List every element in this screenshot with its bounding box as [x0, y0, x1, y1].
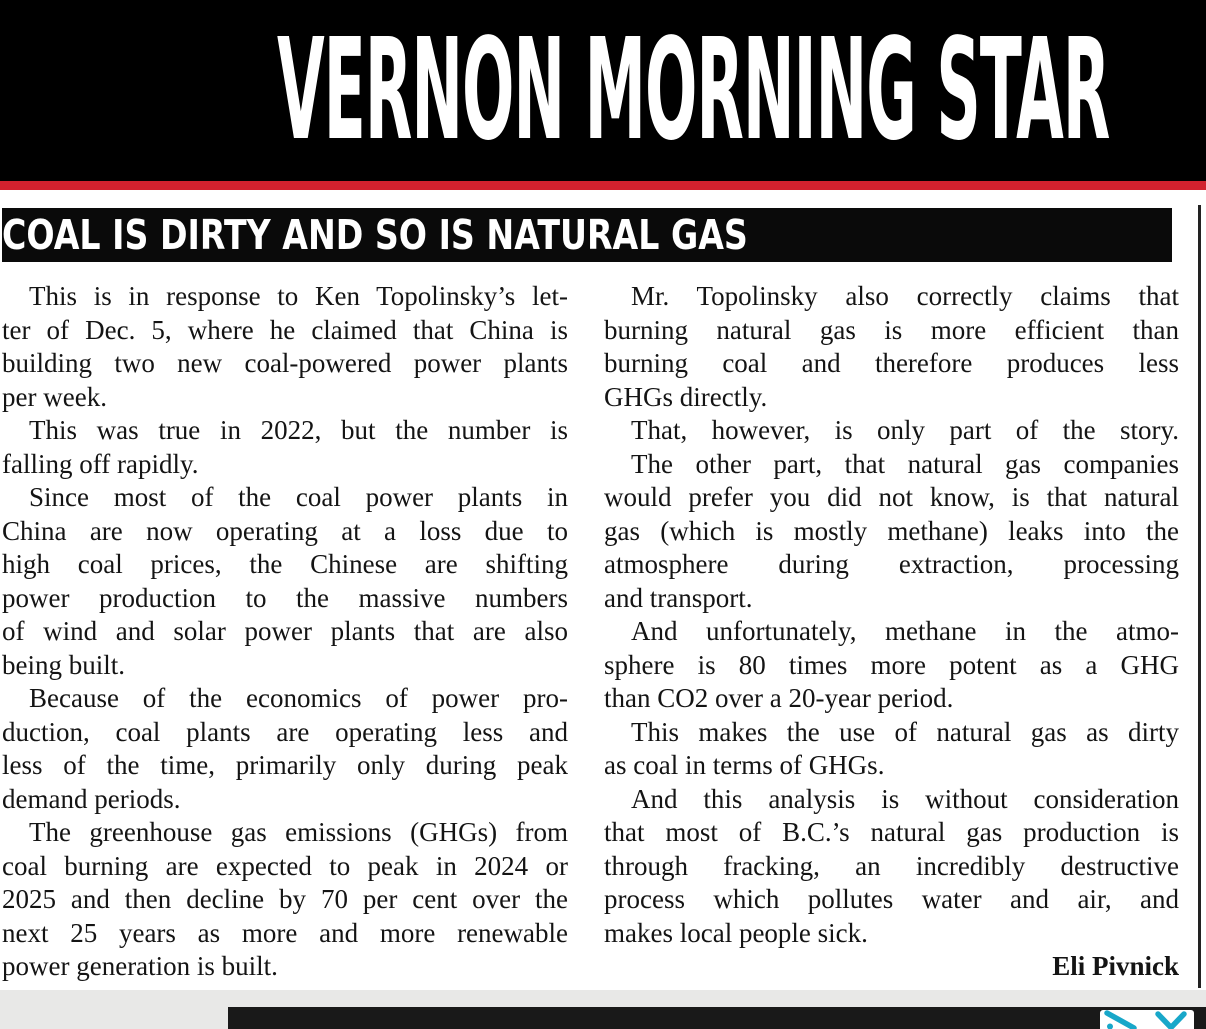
article-line: gas (which is mostly methane) leaks into the: [604, 515, 1179, 546]
article-line: building two new coal-powered power plants: [2, 348, 568, 378]
widget-icon-box[interactable]: [1100, 1010, 1194, 1029]
bottom-toolbar: [228, 1007, 1206, 1029]
article-line: coal burning are expected to peak in 2024 or: [2, 850, 568, 881]
article-line: This was true in 2022, but the number is: [29, 415, 568, 445]
article-line: would prefer you did not know, is that natural: [604, 482, 1179, 512]
article-line: The greenhouse gas emissions (GHGs) from: [29, 817, 568, 847]
cursor-arrow-icon[interactable]: [1107, 1013, 1134, 1029]
masthead-red-stripe: [0, 181, 1206, 190]
article-line: atmosphere during extraction, processing: [604, 549, 1179, 579]
bottom-strip: [0, 990, 1206, 1029]
column-rule: [1198, 205, 1201, 988]
article-line: being built.: [2, 649, 125, 680]
article-line: makes local people sick.: [604, 917, 868, 948]
article-line: of wind and solar power plants that are also: [2, 616, 568, 646]
article-headline: COAL IS DIRTY AND SO IS NATURAL GAS: [2, 211, 748, 259]
article-line: power production to the massive numbers: [2, 582, 568, 613]
article-line: The other part, that natural gas companies: [631, 448, 1179, 479]
article-line: less of the time, primarily only during peak: [2, 750, 568, 780]
article-line: per week.: [2, 381, 107, 412]
article-line: than CO2 over a 20-year period.: [604, 683, 954, 713]
article-line: that most of B.C.’s natural gas production is: [604, 817, 1179, 847]
article-line: demand periods.: [2, 783, 181, 814]
article-line: 2025 and then decline by 70 per cent over the: [2, 884, 568, 914]
headline-bar: [2, 208, 1172, 262]
article-line: Since most of the coal power plants in: [29, 482, 568, 512]
article-line: Mr. Topolinsky also correctly claims that: [631, 281, 1179, 311]
article-line: burning coal and therefore produces less: [604, 348, 1179, 378]
chevron-down-icon[interactable]: [1158, 1014, 1184, 1028]
article-line: ter of Dec. 5, where he claimed that China is: [2, 314, 568, 345]
article-line: as coal in terms of GHGs.: [604, 750, 885, 780]
article-line: through fracking, an incredibly destructive: [604, 850, 1179, 881]
article-line: burning natural gas is more efficient than: [604, 314, 1179, 345]
newspaper-title: VERNON MORNING STAR: [277, 8, 1110, 172]
article-line: high coal prices, the Chinese are shifting: [2, 549, 568, 579]
author-signature: Eli Pivnick: [1052, 951, 1179, 981]
article-line: This makes the use of natural gas as dirty: [631, 716, 1179, 747]
article-line: and transport.: [604, 582, 753, 613]
article-column-left: [2, 280, 568, 984]
article-line: duction, coal plants are operating less and: [2, 716, 568, 747]
article-line: power generation is built.: [2, 951, 278, 981]
article-line: sphere is 80 times more potent as a GHG: [604, 649, 1179, 680]
article-line: And this analysis is without consideration: [631, 783, 1179, 814]
article-line: process which pollutes water and air, and: [604, 884, 1179, 914]
article-line: This is in response to Ken Topolinsky’s let-: [29, 281, 568, 311]
article-line: Because of the economics of power pro-: [29, 683, 568, 713]
article-column-right: [604, 280, 1179, 984]
article-line: And unfortunately, methane in the atmo-: [631, 616, 1179, 646]
masthead-banner: [0, 0, 1206, 181]
article-line: That, however, is only part of the story.: [631, 415, 1179, 445]
article-line: falling off rapidly.: [2, 448, 199, 479]
article-line: GHGs directly.: [604, 381, 768, 412]
article-line: China are now operating at a loss due to: [2, 515, 568, 546]
article-line: next 25 years as more and more renewable: [2, 917, 568, 948]
